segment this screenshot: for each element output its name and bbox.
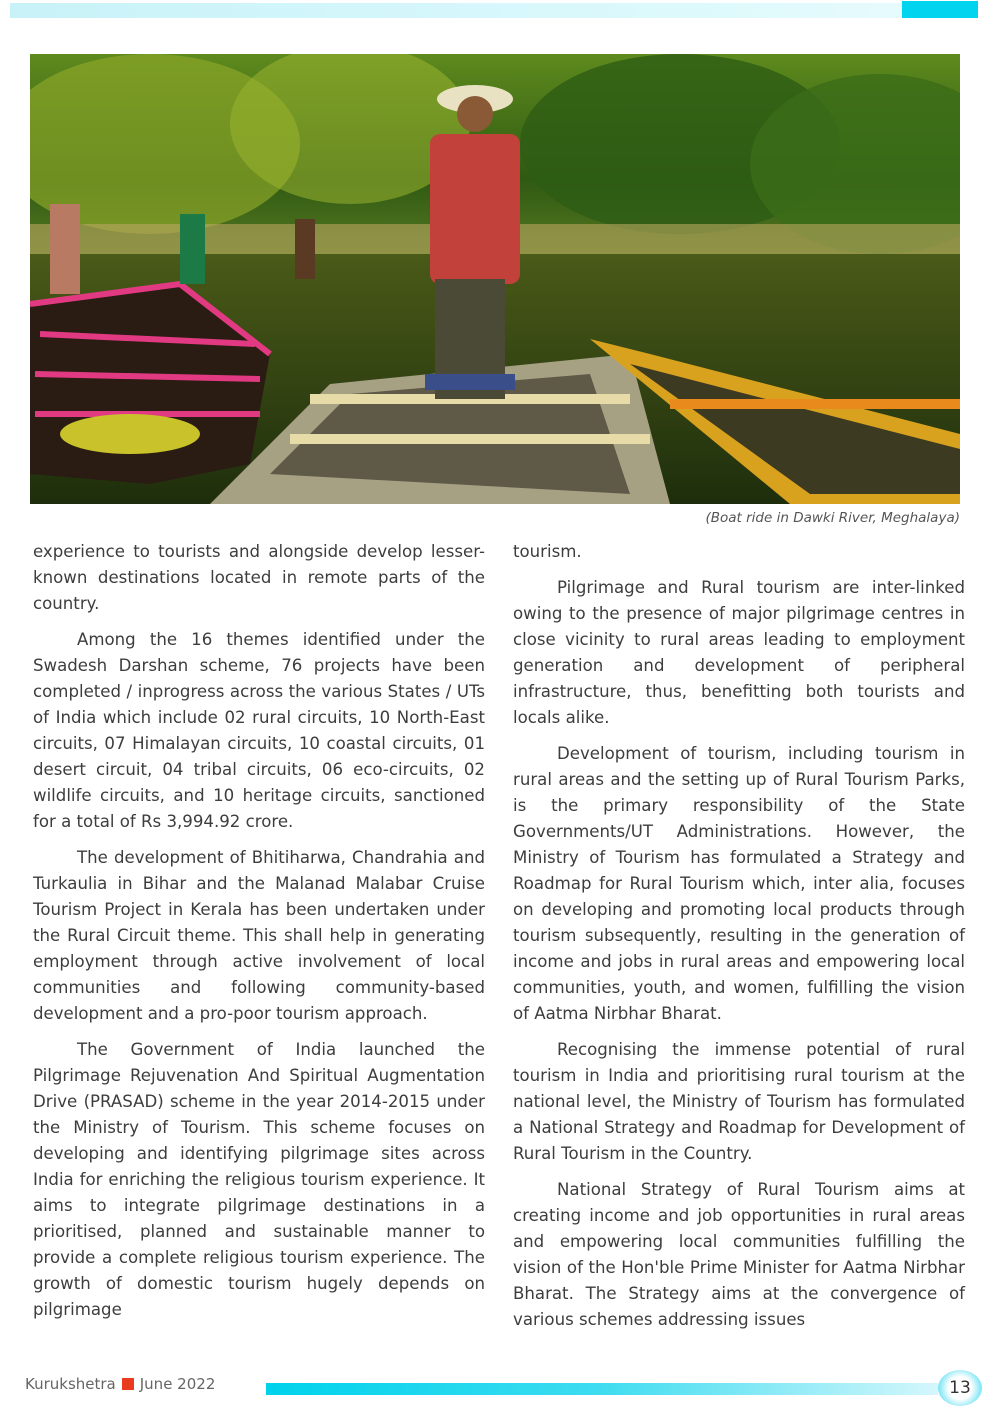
footer-brand bbox=[25, 1375, 215, 1393]
article-photo bbox=[30, 54, 960, 504]
right-column bbox=[513, 539, 965, 1343]
paragraph: The development of Bhitiharwa, Chandrahia and Turkaulia in Bihar and the Malanad Malabar Cruise Tourism Project in Kerala has been undertaken under the Rural Circuit theme. This shall help in generating employment through active involvement of local communities and following community-based development and a pro-poor tourism approach. bbox=[33, 848, 485, 1023]
photo-caption: (Boat ride in Dawki River, Meghalaya) bbox=[705, 510, 960, 526]
issue-date: June 2022 bbox=[139, 1375, 216, 1393]
page-footer bbox=[0, 1370, 1000, 1410]
magazine-name: Kurukshetra bbox=[25, 1375, 116, 1393]
left-column bbox=[33, 539, 485, 1333]
separator-square-icon bbox=[122, 1378, 134, 1390]
paragraph: tourism. bbox=[513, 542, 582, 561]
paragraph: Development of tourism, including tourism in rural areas and the setting up of Rural Tourism Parks, is the primary responsibility of the State Governments/UT Administrations. However, the Ministry of Tourism has formulated a Strategy and Roadmap for Rural Tourism which, inter alia, focuses on developing and promoting local products through tourism subsequently, resulting in the generation of income and jobs in rural areas and empowering local communities, youth, and women, fulfilling the vision of Aatma Nirbhar Bharat. bbox=[513, 744, 965, 1023]
paragraph: Pilgrimage and Rural tourism are inter-linked owing to the presence of major pilgrimage centres in close vicinity to rural areas leading to employment generation and development of peripheral infrastructure, thus, benefitting both tourists and locals alike. bbox=[513, 578, 965, 727]
paragraph: experience to tourists and alongside develop lesser-known destinations located in remote parts of the country. bbox=[33, 542, 485, 613]
paragraph: Recognising the immense potential of rural tourism in India and prioritising rural tourism at the national level, the Ministry of Tourism has formulated a National Strategy and Roadmap for Development of Rural Tourism in the Country. bbox=[513, 1040, 965, 1163]
paragraph: The Government of India launched the Pilgrimage Rejuvenation And Spiritual Augmentation Drive (PRASAD) scheme in the year 2014-2015 under the Ministry of Tourism. This scheme focuses on developing and identifying pilgrimage sites across India for enriching the religious tourism experience. It aims to integrate pilgrimage destinations in a prioritised, planned and sustainable manner to provide a complete religious tourism experience. The growth of domestic tourism hugely depends on pilgrimage bbox=[33, 1040, 485, 1319]
footer-bar bbox=[266, 1383, 938, 1395]
paragraph: National Strategy of Rural Tourism aims at creating income and job opportunities in rural areas and empowering local communities fulfilling the vision of the Hon'ble Prime Minister for Aatma Nirbhar Bharat. The Strategy aims at the convergence of various schemes addressing issues bbox=[513, 1180, 965, 1329]
page-number: 13 bbox=[938, 1370, 982, 1406]
photo-illustration bbox=[30, 54, 960, 504]
header-accent-block bbox=[902, 1, 978, 18]
header-bar bbox=[10, 3, 905, 18]
paragraph: Among the 16 themes identified under the Swadesh Darshan scheme, 76 projects have been completed / inprogress across the various States / UTs of India which include 02 rural circuits, 10 North-East circuits, 07 Himalayan circuits, 10 coastal circuits, 01 desert circuit, 04 tribal circuits, 06 eco-circuits, 02 wildlife circuits, and 10 heritage circuits, sanctioned for a total of Rs 3,994.92 crore. bbox=[33, 630, 485, 831]
